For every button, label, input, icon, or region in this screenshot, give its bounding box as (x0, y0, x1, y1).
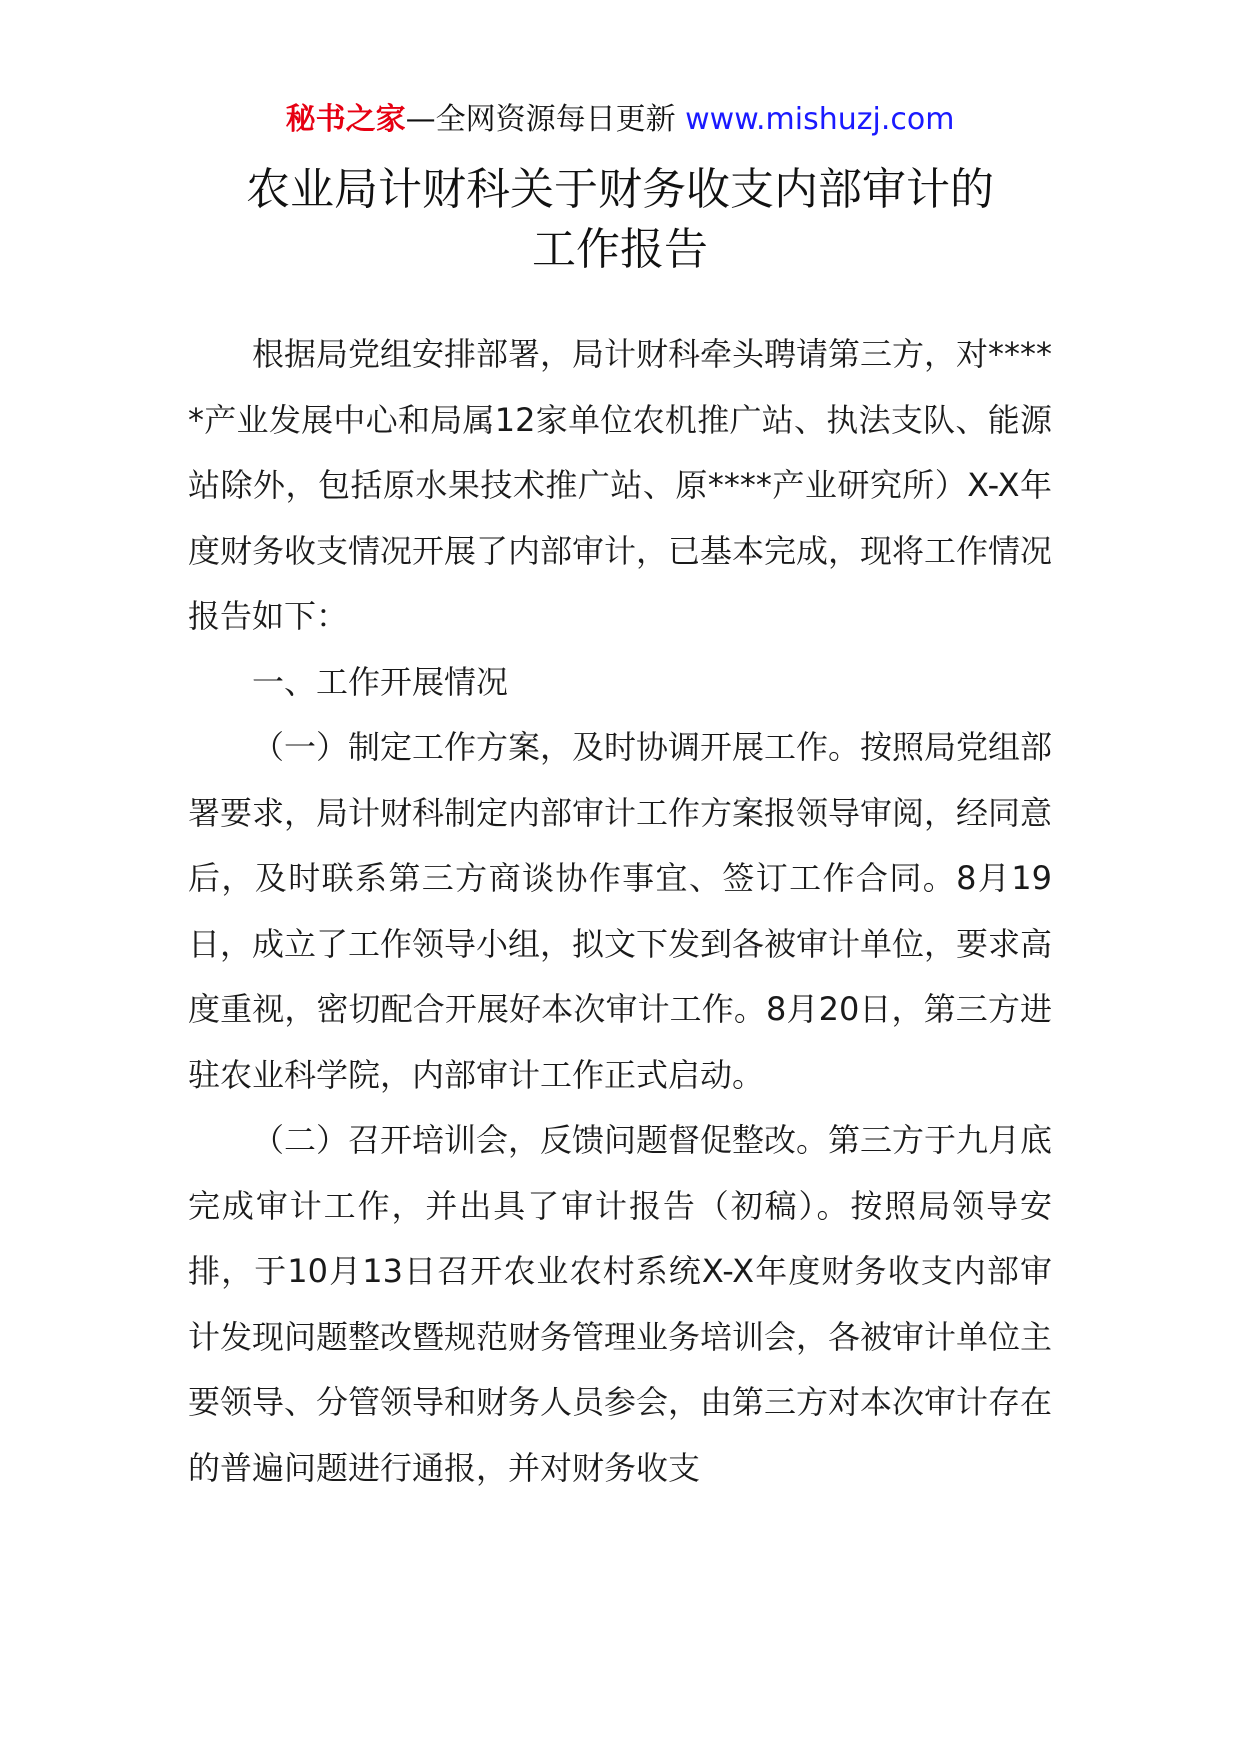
brand-name: 秘书之家 (285, 102, 406, 137)
header-slogan: —全网资源每日更新 (405, 102, 686, 137)
title-line-2: 工作报告 (532, 224, 708, 275)
site-url-link[interactable]: www.mishuzj.com (685, 102, 955, 137)
document-title (0, 160, 1240, 280)
title-line-1: 农业局计财科关于财务收支内部审计的 (246, 164, 994, 215)
paragraph-section-1-2: （二）召开培训会，反馈问题督促整改。第三方于九月底完成审计工作，并出具了审计报告（初稿）。按照局领导安排，于10月13日召开农业农村系统X-X年度财务收支内部审计发现问题整改暨规范财务管理业务培训会，各被审计单位主要领导、分管领导和财务人员参会，由第三方对本次审计存在的普遍问题进行通报，并对财务收支 (188, 1121, 1053, 1487)
section-heading-1: 一、工作开展情况 (252, 662, 509, 701)
site-header (0, 100, 1240, 140)
paragraph-section-1-1: （一）制定工作方案，及时协调开展工作。按照局党组部署要求，局计财科制定内部审计工作方案报领导审阅，经同意后，及时联系第三方商谈协作事宜、签订工作合同。8月19日，成立了工作领导小组，拟文下发到各被审计单位，要求高度重视，密切配合开展好本次审计工作。8月20日，第三方进驻农业科学院，内部审计工作正式启动。 (188, 728, 1053, 1094)
paragraph-intro: 根据局党组安排部署，局计财科牵头聘请第三方，对*****产业发展中心和局属12家单位农机推广站、执法支队、能源站除外，包括原水果技术推广站、原****产业研究所）X-X年度财务收支情况开展了内部审计，已基本完成，现将工作情况报告如下： (188, 335, 1053, 635)
document-body (188, 322, 1052, 1501)
